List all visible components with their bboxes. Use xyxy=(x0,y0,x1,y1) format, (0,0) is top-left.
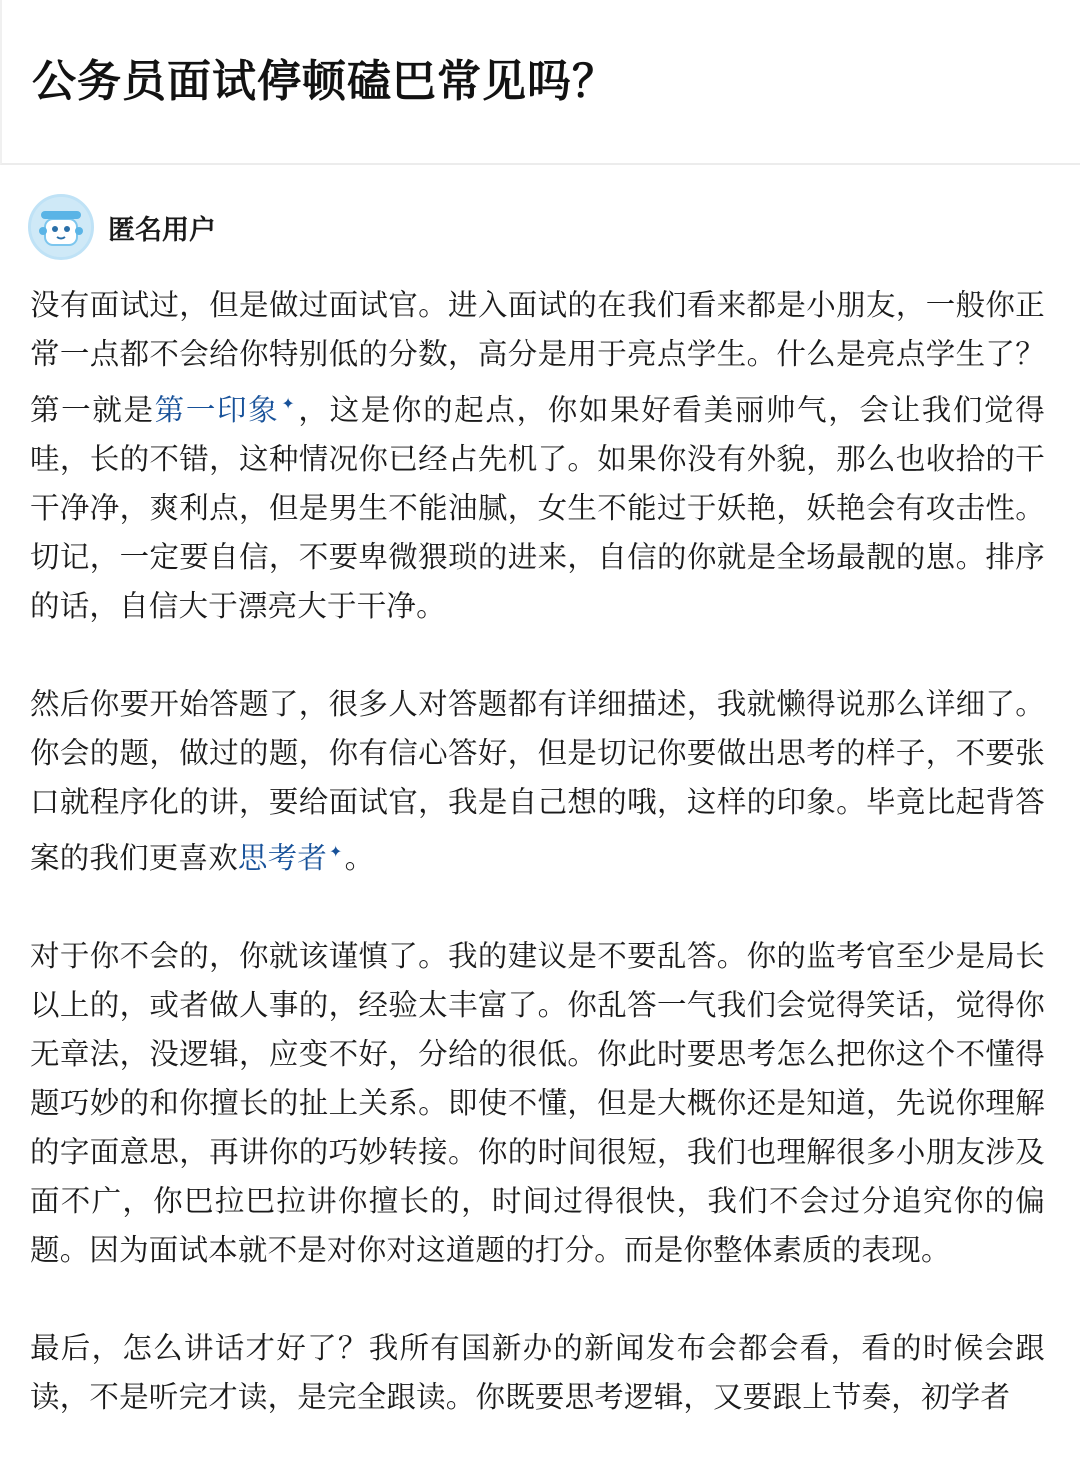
keyword-link-thinker[interactable]: 思考者 xyxy=(237,840,328,875)
paragraph-text: 。 xyxy=(344,840,375,875)
sparkle-icon: ✦ xyxy=(281,394,295,413)
paragraph-text: 最后，怎么讲话才好了？我所有国新办的新闻发布会都会看，看的时候会跟读，不是听完才读，是完全跟读。你既要思考逻辑，又要跟上节奏，初学者 xyxy=(30,1330,1045,1414)
keyword-link-first-impression[interactable]: 第一印象 xyxy=(154,392,280,427)
anonymous-avatar-icon[interactable] xyxy=(28,194,94,260)
paragraph-text: ，这是你的起点，你如果好看美丽帅气，会让我们觉得哇，长的不错，这种情况你已经占先机了。如果你没有外貌，那么也收拾的干干净净，爽利点，但是男生不能油腻，女生不能过于妖艳，妖艳会有攻击性。切记，一定要自信，不要卑微猥琐的进来，自信的你就是全场最靓的崽。排序的话，自信大于漂亮大于干净。 xyxy=(30,392,1045,623)
paragraph-text: 然后你要开始答题了，很多人对答题都有详细描述，我就懒得说那么详细了。你会的题，做过的题，你有信心答好，但是切记你要做出思考的样子，不要张口就程序化的讲，要给面试官，我是自己想的哦，这样的印象。毕竟比起背答案的我们更喜欢 xyxy=(30,686,1045,875)
sparkle-icon: ✦ xyxy=(329,841,343,861)
author-name[interactable]: 匿名用户 xyxy=(108,214,216,246)
paragraph-text: 没有面试过，但是做过面试官。进入面试的在我们看来都是小朋友，一般你正常一点都不会给你特别低的分数，高分是用于亮点学生。什么是亮点学生了？第一就是 xyxy=(30,288,1045,427)
answer-paragraph xyxy=(30,1324,1045,1422)
answer-paragraph xyxy=(30,932,1045,1275)
answer-content xyxy=(30,281,1045,1471)
answer-paragraph xyxy=(30,680,1045,883)
answer-paragraph xyxy=(30,281,1045,631)
paragraph-text: 对于你不会的，你就该谨慎了。我的建议是不要乱答。你的监考官至少是局长以上的，或者做人事的，经验太丰富了。你乱答一气我们会觉得笑话，觉得你无章法，没逻辑，应变不好，分给的很低。你此时要思考怎么把你这个不懂得题巧妙的和你擅长的扯上关系。即使不懂，但是大概你还是知道，先说你理解的字面意思，再讲你的巧妙转接。你的时间很短，我们也理解很多小朋友涉及面不广，你巴拉巴拉讲你擅长的，时间过得很快，我们不会过分追究你的偏题。因为面试本就不是对你对这道题的打分。而是你整体素质的表现。 xyxy=(30,938,1045,1267)
question-title[interactable]: 公务员面试停顿磕巴常见吗？ xyxy=(32,56,617,107)
question-header xyxy=(0,0,1080,165)
answer-author xyxy=(28,193,216,261)
